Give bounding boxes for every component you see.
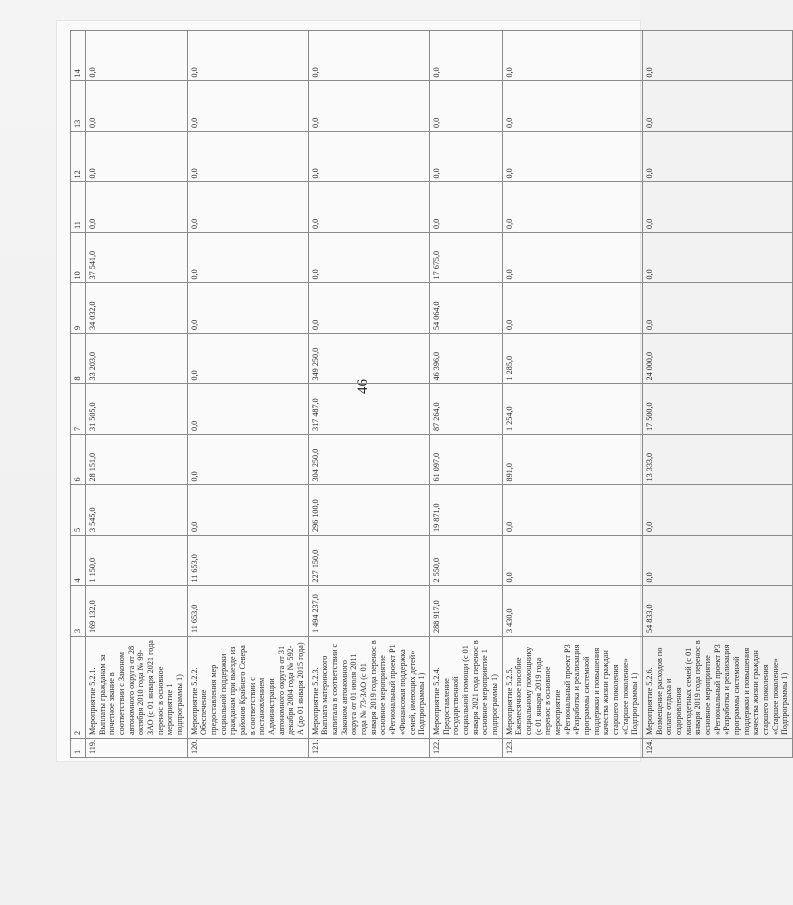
value-cell: 1 285,0 (502, 334, 642, 385)
value-cell: 0,0 (187, 31, 308, 82)
header-cell: 7 (71, 384, 86, 435)
value-cell: 0,0 (502, 182, 642, 233)
value-cell: 0,0 (502, 81, 642, 132)
row-number: 122. (429, 739, 502, 758)
value-cell: 304 250,0 (308, 435, 429, 486)
value-cell: 0,0 (429, 132, 502, 183)
value-cell: 0,0 (86, 132, 188, 183)
header-cell: 5 (71, 485, 86, 536)
value-cell: 0,0 (187, 233, 308, 284)
row-number: 120. (187, 739, 308, 758)
value-cell: 11 653,0 (187, 586, 308, 637)
header-cell: 4 (71, 536, 86, 587)
value-cell: 0,0 (502, 485, 642, 536)
header-cell: 3 (71, 586, 86, 637)
header-cell: 6 (71, 435, 86, 486)
value-cell: 2 550,0 (429, 536, 502, 587)
value-cell: 0,0 (308, 283, 429, 334)
value-cell: 0,0 (187, 435, 308, 486)
budget-table (70, 30, 793, 758)
value-cell: 0,0 (642, 536, 792, 587)
table-row (308, 31, 429, 758)
value-cell: 0,0 (642, 132, 792, 183)
value-cell: 17 500,0 (642, 384, 792, 435)
value-cell: 0,0 (502, 132, 642, 183)
value-cell: 0,0 (308, 81, 429, 132)
header-cell: 11 (71, 182, 86, 233)
row-number: 123. (502, 739, 642, 758)
value-cell: 34 032,0 (86, 283, 188, 334)
value-cell: 37 541,0 (86, 233, 188, 284)
header-cell: 14 (71, 31, 86, 82)
row-description: Мероприятие 5.2.4. Предоставление государственной социальной помощи (с 01 января 2021 года перенос в основное мероприятие 1 подпрограммы 1) (429, 637, 502, 739)
scanner-margin (0, 762, 640, 905)
header-cell: 8 (71, 334, 86, 385)
table-row (642, 31, 792, 758)
header-cell: 12 (71, 132, 86, 183)
value-cell: 0,0 (429, 182, 502, 233)
value-cell: 296 100,0 (308, 485, 429, 536)
row-description: Мероприятие 5.2.2. Обеспечение предоставления мер социальной поддержки гражданам при выезде из районов Крайнего Севера в соответствии с постановлением Администрации автономного округа от 31 декабря 2004 года № 592-А (до 01 января 2015 года) (187, 637, 308, 739)
value-cell: 0,0 (642, 31, 792, 82)
value-cell: 349 250,0 (308, 334, 429, 385)
value-cell: 288 917,0 (429, 586, 502, 637)
value-cell: 169 132,0 (86, 586, 188, 637)
value-cell: 19 871,0 (429, 485, 502, 536)
table-row (187, 31, 308, 758)
value-cell: 1 150,0 (86, 536, 188, 587)
table-row (86, 31, 188, 758)
value-cell: 0,0 (86, 31, 188, 82)
value-cell: 61 097,0 (429, 435, 502, 486)
value-cell: 0,0 (187, 485, 308, 536)
value-cell: 1 254,0 (502, 384, 642, 435)
value-cell: 0,0 (642, 283, 792, 334)
value-cell: 46 396,0 (429, 334, 502, 385)
value-cell: 0,0 (308, 233, 429, 284)
row-description: Мероприятие 5.2.5. Ежемесячное пособие социальному помощнику (с 01 января 2019 года перенос в основное мероприятие «Региональный проект Р3 «Разработка и реализация программы системной поддержки и повышения качества жизни граждан старшего поколения «Старшее поколение» Подпрограммы 1) (502, 637, 642, 739)
value-cell: 1 494 237,0 (308, 586, 429, 637)
value-cell: 0,0 (642, 485, 792, 536)
value-cell: 0,0 (86, 182, 188, 233)
table-row (429, 31, 502, 758)
value-cell: 0,0 (502, 31, 642, 82)
value-cell: 0,0 (187, 132, 308, 183)
value-cell: 17 675,0 (429, 233, 502, 284)
header-cell: 1 (71, 739, 86, 758)
value-cell: 0,0 (429, 31, 502, 82)
value-cell: 891,0 (502, 435, 642, 486)
row-number: 124. (642, 739, 792, 758)
row-number: 121. (308, 739, 429, 758)
value-cell: 54 064,0 (429, 283, 502, 334)
value-cell: 0,0 (502, 283, 642, 334)
value-cell: 0,0 (502, 536, 642, 587)
value-cell: 0,0 (642, 182, 792, 233)
value-cell: 0,0 (187, 334, 308, 385)
value-cell: 0,0 (429, 81, 502, 132)
rotated-table-wrapper (70, 30, 790, 758)
value-cell: 227 150,0 (308, 536, 429, 587)
row-number: 119. (86, 739, 188, 758)
row-description: Мероприятие 5.2.3. Выплата материнского капитала в соответствии с Законом автономного округа от 01 июля 2011 года № 73-ЗАО (с 01 января 2019 года перенос в основное мероприятие «Региональный проект Р1 «Финансовая поддержка семей, имеющих детей» Подпрограммы 1) (308, 637, 429, 739)
value-cell: 31 505,0 (86, 384, 188, 435)
header-cell: 13 (71, 81, 86, 132)
value-cell: 3 430,0 (502, 586, 642, 637)
header-cell: 9 (71, 283, 86, 334)
value-cell: 0,0 (642, 81, 792, 132)
value-cell: 0,0 (187, 384, 308, 435)
value-cell: 0,0 (187, 81, 308, 132)
header-cell: 2 (71, 637, 86, 739)
header-cell: 10 (71, 233, 86, 284)
value-cell: 3 545,0 (86, 485, 188, 536)
header-row (71, 31, 86, 758)
row-description: Мероприятие 5.2.1. Выплаты гражданам за почетное звание в соответствии с Законом автономного округа от 28 октября 2010 года № 99-ЗАО (с 01 января 2021 года перенос в основное мероприятие 1 подпрограммы 1) (86, 637, 188, 739)
value-cell: 87 264,0 (429, 384, 502, 435)
page-number: 46 (355, 379, 371, 394)
value-cell: 11 653,0 (187, 536, 308, 587)
value-cell: 28 151,0 (86, 435, 188, 486)
value-cell: 0,0 (308, 132, 429, 183)
row-description: Мероприятие 5.2.6. Возмещение расходов по оплате отдыха и оздоровления многодетных семей (с 01 января 2019 года перенос в основное мероприятие «Региональный проект Р3 «Разработка и реализация программы системной поддержки и повышения качества жизни граждан старшего поколения «Старшее поколение» Подпрограммы 1) (642, 637, 792, 739)
value-cell: 33 203,0 (86, 334, 188, 385)
value-cell: 0,0 (86, 81, 188, 132)
value-cell: 0,0 (642, 233, 792, 284)
value-cell: 0,0 (187, 283, 308, 334)
value-cell: 54 833,0 (642, 586, 792, 637)
value-cell: 0,0 (502, 233, 642, 284)
value-cell: 317 487,0 (308, 384, 429, 435)
value-cell: 24 000,0 (642, 334, 792, 385)
table-row (502, 31, 642, 758)
value-cell: 0,0 (187, 182, 308, 233)
value-cell: 13 333,0 (642, 435, 792, 486)
value-cell: 0,0 (308, 31, 429, 82)
value-cell: 0,0 (308, 182, 429, 233)
